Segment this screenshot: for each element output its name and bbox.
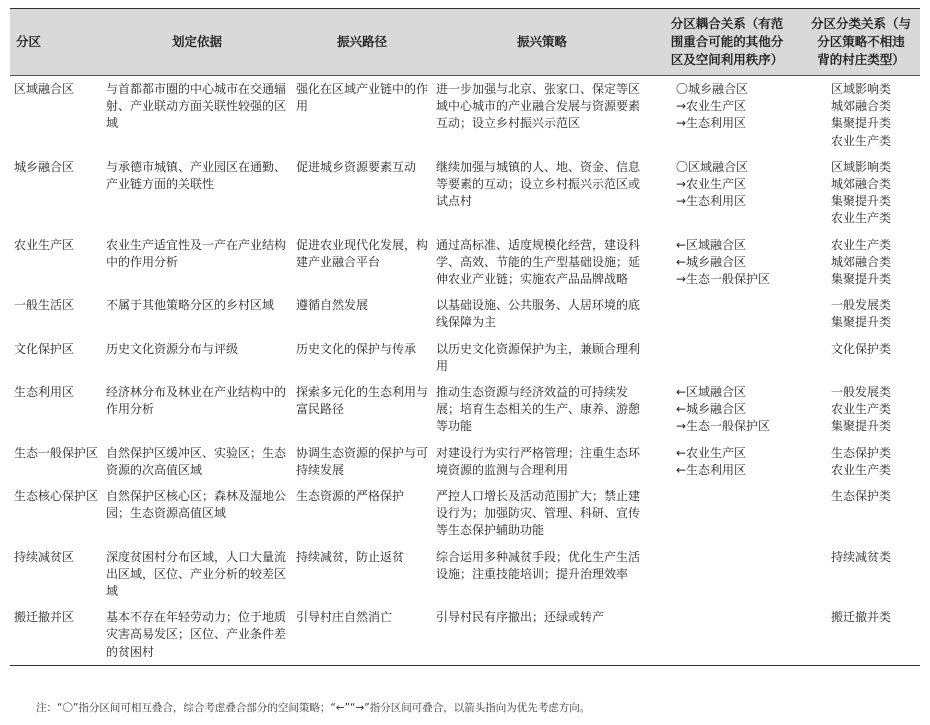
village-type-item: 集聚提升类 xyxy=(830,194,891,209)
strategy-cell: 继续加强与城镇的人、地、资金、信息等要素的互动；设立乡村振兴示范区或试点村 xyxy=(436,159,641,209)
coupling-item: →农业生产区 xyxy=(676,177,747,192)
strategy-cell: 引导村民有序撤出；还绿或转产 xyxy=(436,610,605,625)
strategy-cell: 进一步加强与北京、张家口、保定等区域中心城市的产业融合发展与资源要素互动；设立乡村振兴示范区 xyxy=(436,82,641,131)
types-cell xyxy=(802,76,920,154)
basis-cell: 深度贫困村分布区域，人口大量流出区域，区位、产业分析的较差区域 xyxy=(106,549,287,599)
path-cell: 引导村庄自然消亡 xyxy=(296,610,393,625)
path-cell: 协调生态资源的保护与可持续发展 xyxy=(296,445,429,477)
zone-cell: 一般生活区 xyxy=(14,298,75,313)
path-cell: 持续减贫，防止返贫 xyxy=(296,549,405,564)
path-cell: 遵循自然发展 xyxy=(296,298,369,313)
strategy-cell: 综合运用多种减贫手段；优化生产生活设施；注重技能培训；提升治理效率 xyxy=(436,549,641,581)
strategy-cell: 以基础设施、公共服务、人居环境的底线保障为主 xyxy=(436,298,641,330)
strategy-cell: 推动生态资源与经济效益的可持续发展；培育生态相关的生产、康养、游憩等功能 xyxy=(436,385,641,434)
village-type-item: 集聚提升类 xyxy=(830,419,891,434)
coupling-cell xyxy=(652,544,802,605)
types-cell xyxy=(802,544,920,605)
table-row xyxy=(10,483,920,544)
table-row xyxy=(10,336,920,379)
table-note: 注：“〇”指分区间可相互叠合，综合考虑叠合部分的空间策略；“←”“→”指分区间可叠合，以箭头指向为优先考虑方向。 xyxy=(36,702,591,714)
zone-cell: 文化保护区 xyxy=(14,341,75,356)
coupling-cell xyxy=(652,379,802,440)
types-cell xyxy=(802,440,920,483)
village-type-item: 城郊融合类 xyxy=(830,99,891,114)
strategy-cell: 严控人口增长及活动范围扩大；禁止建设行为；加强防灾、管理、科研、宣传等生态保护辅助功能 xyxy=(436,489,641,538)
village-type-item: 集聚提升类 xyxy=(830,272,891,287)
coupling-item: →农业生产区 xyxy=(676,99,747,114)
village-type-item: 集聚提升类 xyxy=(830,116,891,131)
table-row xyxy=(10,154,920,232)
path-cell: 探索多元化的生态利用与富民路径 xyxy=(296,385,429,417)
basis-cell: 与首都都市圈的中心城市在交通辐射、产业联动方面关联性较强的区域 xyxy=(106,82,287,131)
village-type-item: 一般发展类 xyxy=(830,298,891,313)
path-cell: 促进农业现代化发展，构建产业融合平台 xyxy=(296,237,429,269)
header-coupling-line: 分区耦合关系（有范 xyxy=(670,16,784,31)
header-coupling xyxy=(652,9,802,76)
zone-cell: 生态核心保护区 xyxy=(14,489,99,504)
types-cell xyxy=(802,154,920,232)
village-type-item: 农业生产类 xyxy=(830,462,891,477)
village-type-item: 区域影响类 xyxy=(830,82,891,96)
basis-cell: 自然保护区缓冲区、实验区；生态资源的次高值区域 xyxy=(106,445,287,477)
coupling-cell xyxy=(652,336,802,379)
coupling-item: →生态利用区 xyxy=(676,116,747,131)
village-type-item: 集聚提升类 xyxy=(830,315,891,330)
zone-cell: 搬迁撤并区 xyxy=(14,610,75,625)
zone-cell: 生态利用区 xyxy=(14,385,75,400)
zone-cell: 农业生产区 xyxy=(14,237,75,252)
coupling-item: →生态利用区 xyxy=(676,194,747,209)
coupling-item: 〇城乡融合区 xyxy=(676,82,749,96)
coupling-item: →生态一般保护区 xyxy=(676,419,771,434)
village-type-item: 生态保护类 xyxy=(830,489,891,504)
table-row xyxy=(10,76,920,154)
header-types xyxy=(802,9,920,76)
types-cell xyxy=(802,232,920,293)
village-type-item: 搬迁撤并类 xyxy=(830,610,891,625)
table-row xyxy=(10,292,920,335)
zone-cell: 持续减贫区 xyxy=(14,549,75,564)
coupling-item: ←城乡融合区 xyxy=(676,254,747,269)
header-basis: 划定依据 xyxy=(171,34,222,49)
village-type-item: 一般发展类 xyxy=(830,385,891,400)
coupling-cell xyxy=(652,604,802,665)
coupling-item: →生态一般保护区 xyxy=(676,272,771,287)
coupling-cell xyxy=(652,440,802,483)
path-cell: 促进城乡资源要素互动 xyxy=(296,159,417,174)
village-type-item: 生态保护类 xyxy=(830,445,891,460)
basis-cell: 经济林分布及林业在产业结构中的作用分析 xyxy=(106,385,287,417)
table-row xyxy=(10,232,920,293)
table-container xyxy=(10,8,920,666)
zone-cell: 城乡融合区 xyxy=(14,159,75,174)
basis-cell: 与承德市城镇、产业园区在通勤、产业链方面的关联性 xyxy=(106,159,287,192)
header-strategy: 振兴策略 xyxy=(516,34,567,49)
village-type-item: 文化保护类 xyxy=(830,341,891,356)
path-cell: 历史文化的保护与传承 xyxy=(296,341,417,356)
coupling-item: ←区域融合区 xyxy=(676,237,747,252)
basis-cell: 自然保护区核心区；森林及湿地公园；生态资源高值区域 xyxy=(106,489,287,521)
types-cell xyxy=(802,336,920,379)
table-row xyxy=(10,440,920,483)
coupling-cell xyxy=(652,483,802,544)
strategy-cell: 以历史文化资源保护为主，兼顾合理利用 xyxy=(436,341,641,373)
header-types-line: 分区分类关系（与 xyxy=(810,16,911,31)
path-cell: 生态资源的严格保护 xyxy=(296,489,405,504)
types-cell xyxy=(802,604,920,665)
coupling-cell xyxy=(652,76,802,154)
header-types-line: 背的村庄类型） xyxy=(817,52,905,67)
village-type-item: 区域影响类 xyxy=(830,159,891,174)
header-path: 振兴路径 xyxy=(336,34,387,49)
village-type-item: 农业生产类 xyxy=(830,211,891,226)
basis-cell: 历史文化资源分布与评级 xyxy=(106,341,239,356)
table-row xyxy=(10,604,920,665)
village-type-item: 持续减贫类 xyxy=(830,549,891,564)
table-row xyxy=(10,544,920,605)
strategy-cell: 通过高标准、适度规模化经营，建设科学、高效、节能的生产型基础设施；延伸农业产业链；实施农产品品牌战略 xyxy=(436,237,641,287)
table-row xyxy=(10,379,920,440)
coupling-cell xyxy=(652,292,802,335)
coupling-item: ←生态利用区 xyxy=(676,462,747,477)
basis-cell: 农业生产适宜性及一产在产业结构中的作用分析 xyxy=(106,237,287,269)
village-type-item: 城郊融合类 xyxy=(830,254,891,269)
coupling-item: ←农业生产区 xyxy=(676,445,747,460)
basis-cell: 基本不存在年轻劳动力；位于地质灾害高易发区；区位、产业条件差的贫困村 xyxy=(106,610,287,659)
coupling-item: 〇区域融合区 xyxy=(676,159,749,174)
village-type-item: 农业生产类 xyxy=(830,237,891,252)
village-type-item: 农业生产类 xyxy=(830,133,891,148)
header-zone: 分区 xyxy=(16,34,42,49)
village-type-item: 农业生产类 xyxy=(830,402,891,417)
header-row xyxy=(10,9,920,76)
coupling-item: ←区域融合区 xyxy=(676,385,747,400)
types-cell xyxy=(802,483,920,544)
zone-cell: 生态一般保护区 xyxy=(14,445,99,460)
zone-cell: 区域融合区 xyxy=(14,82,75,96)
village-type-item: 城郊融合类 xyxy=(830,177,891,192)
types-cell xyxy=(802,292,920,335)
basis-cell: 不属于其他策略分区的乡村区域 xyxy=(106,298,275,313)
header-coupling-line: 围重合可能的其他分 xyxy=(670,34,784,49)
coupling-cell xyxy=(652,232,802,293)
strategy-cell: 对建设行为实行严格管理；注重生态环境资源的监测与合理利用 xyxy=(436,445,641,477)
coupling-cell xyxy=(652,154,802,232)
header-coupling-line: 区及空间利用秩序） xyxy=(670,52,784,67)
path-cell: 强化在区域产业链中的作用 xyxy=(296,82,429,114)
zoning-table xyxy=(10,8,920,666)
header-types-line: 分区策略不相违 xyxy=(817,34,905,49)
coupling-item: ←城乡融合区 xyxy=(676,402,747,417)
types-cell xyxy=(802,379,920,440)
